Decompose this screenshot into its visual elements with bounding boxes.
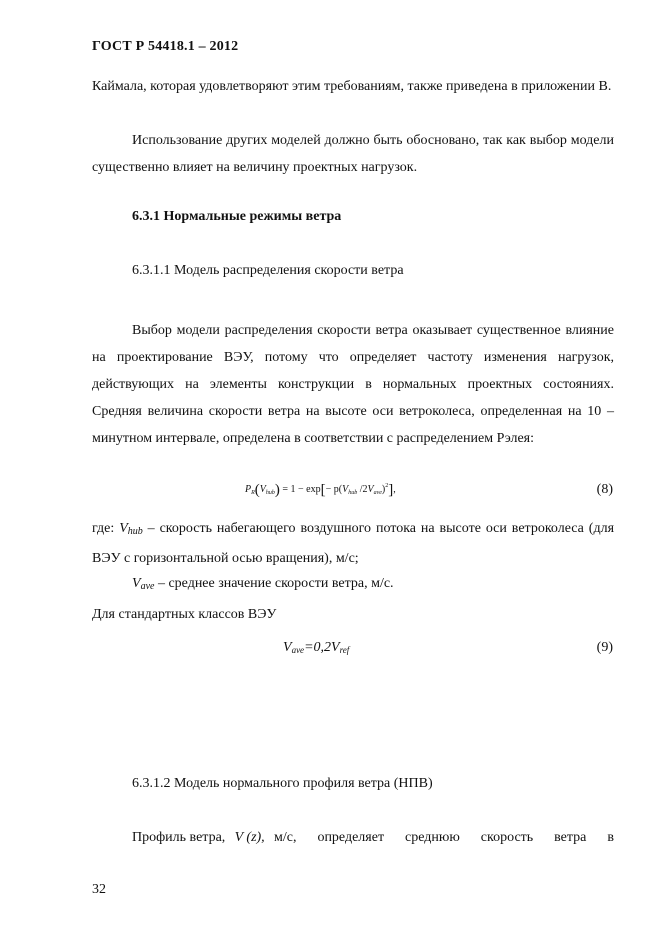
document-header: ГОСТ Р 54418.1 – 2012 <box>92 39 239 54</box>
equation-8: $P_R(V_{hub}) = 1 - \exp[- p(V_{hub}$ $/2V_{ave})^2$], <box>245 482 396 498</box>
page-number: 32 <box>92 882 106 897</box>
paragraph-appendix: Каймала, которая удовлетворяют этим требованиям, также приведена в приложении В. <box>92 79 612 94</box>
paragraph-vave-definition: Vave – среднее значение скорости ветра, м/с. <box>132 576 394 592</box>
section-heading-6-3-1-2: 6.3.1.2 Модель нормального профиля ветра (НПВ) <box>132 776 433 791</box>
paragraph-where-vhub: где: Vhub – скорость набегающего воздушного потока на высоте оси ветроколеса (для ВЭУ с горизонтальной осью вращения), м/с; <box>92 521 615 566</box>
section-heading-6-3-1-1: 6.3.1.1 Модель распределения скорости ветра <box>132 263 404 278</box>
equation-9-number: (9) <box>596 640 613 655</box>
paragraph-wind-profile: Профиль ветра, V (z), м/с, определяет среднюю скорость ветра в <box>132 830 614 845</box>
equation-8-number: (8) <box>596 482 613 497</box>
section-heading-6-3-1: 6.3.1 Нормальные режимы ветра <box>132 209 342 224</box>
equation-9: $V_{ave}=0,2V_{ref}$ <box>283 640 350 655</box>
paragraph-other-models: Использование других моделей должно быть обосновано, так как выбор модели существенно влияет на величину проектных нагрузок. <box>92 133 614 175</box>
paragraph-rayleigh: Выбор модели распределения скорости ветра оказывает существенное влияние на проектирование ВЭУ, потому что определяет частоту изменения нагрузок, действующих на элементы конструкции в нормальных проектных состояниях. Средняя величина скорости ветра на высоте оси ветроколеса, определенная на 10 – минутном интервале, определена в соответствии с распределением Рэлея: <box>92 323 614 446</box>
paragraph-standard-classes: Для стандартных классов ВЭУ <box>92 607 277 622</box>
